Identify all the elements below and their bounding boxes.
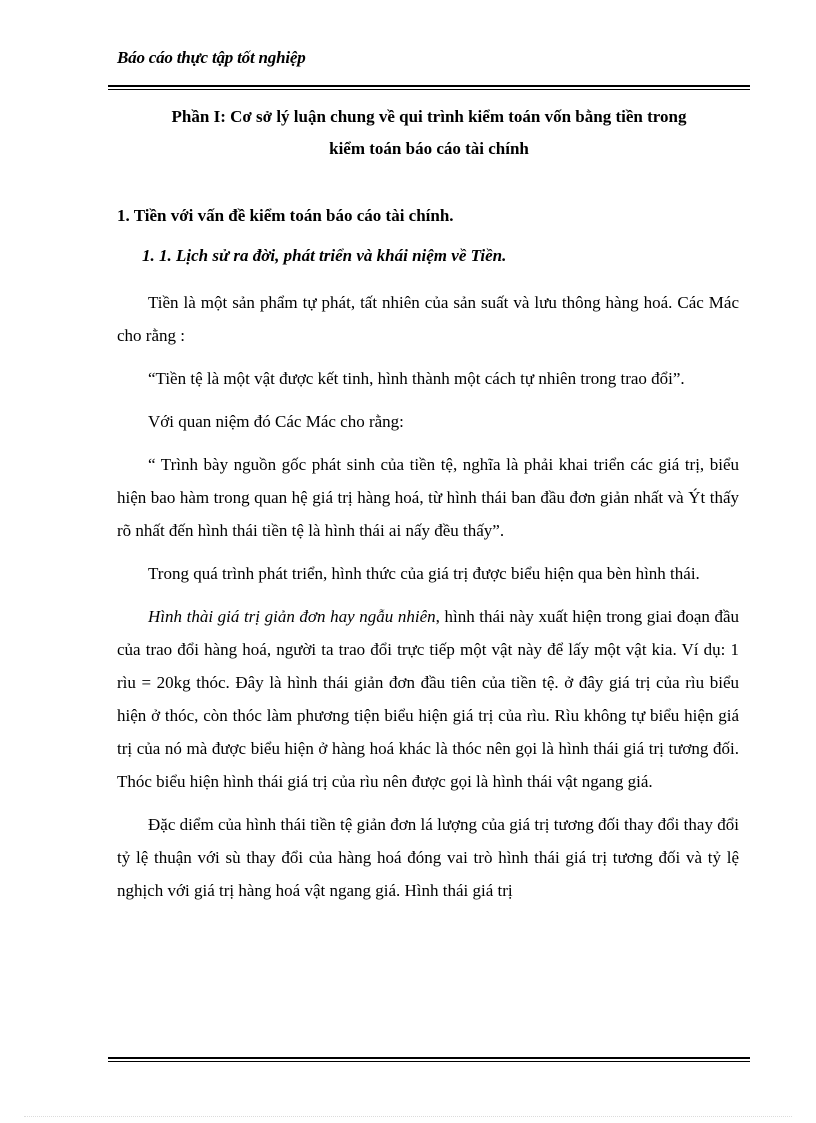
paragraph-4: “ Trình bày nguồn gốc phát sinh của tiền tệ, nghĩa là phải khai triển các giá trị, biểu hiện bao hàm trong quan hệ giá trị hàng hoá, từ hình thái ban đầu đơn giản nhất và Ýt thấy rõ nhất đến hình thái tiền tệ là hình thái ai nấy đều thấy”. bbox=[117, 455, 739, 540]
paragraph-2: “Tiền tệ là một vật được kết tinh, hình thành một cách tự nhiên trong trao đổi”. bbox=[148, 369, 685, 388]
running-header: Báo cáo thực tập tốt nghiệp bbox=[117, 48, 306, 67]
section-heading: 1. Tiền với vấn đề kiểm toán báo cáo tài chính. bbox=[117, 206, 454, 225]
paragraph-3: Với quan niệm đó Các Mác cho rằng: bbox=[148, 412, 404, 431]
footer-divider bbox=[108, 1057, 750, 1062]
paragraph-6 bbox=[117, 600, 739, 798]
paragraph-6-italic-term: Hình thài giá trị giản đơn hay ngẫu nhiên bbox=[148, 607, 436, 626]
paragraph-1: Tiền là một sản phẩm tự phát, tất nhiên của sản suất và lưu thông hàng hoá. Các Mác cho rằng : bbox=[117, 293, 739, 345]
paragraph-5: Trong quá trình phát triển, hình thức của giá trị được biểu hiện qua bèn hình thái. bbox=[148, 564, 700, 583]
body-text bbox=[117, 286, 739, 917]
subsection-heading: 1. 1. Lịch sử ra đời, phát triển và khái niệm về Tiền. bbox=[142, 246, 507, 265]
page-bottom-dotted-line bbox=[24, 1116, 792, 1117]
paragraph-6-text: , hình thái này xuất hiện trong giai đoạn đầu của trao đổi hàng hoá, người ta trao đổi trực tiếp một vật này để lấy một vật kia. Ví dụ: 1 rìu = 20kg thóc. Đây là hình thái giản đơn đầu tiên của tiền tệ. ở đây giá trị của rìu biểu hiện ở thóc, còn thóc làm phương tiện biểu hiện giá trị của rìu. Rìu không tự biểu hiện giá trị của nó mà được biểu hiện ở hàng hoá khác là thóc nên gọi là hình thái giá trị tương đối. Thóc biểu hiện hình thái giá trị của rìu nên được gọi là hình thái vật ngang giá. bbox=[117, 607, 740, 791]
part-title-line-1: Phần I: Cơ sở lý luận chung về qui trình kiểm toán vốn bằng tiền trong bbox=[171, 107, 687, 126]
part-title-line-2: kiểm toán báo cáo tài chính bbox=[329, 139, 529, 158]
part-title bbox=[108, 101, 750, 165]
paragraph-7: Đặc diểm của hình thái tiền tệ giản đơn lá lượng của giá trị tương đối thay đổi thay đổi tỷ lệ thuận với sù thay đổi của hàng hoá đóng vai trò hình thái giá trị tương đối và tỷ lệ nghịch với giá trị hàng hoá vật ngang giá. Hình thái giá trị bbox=[117, 815, 739, 900]
header-divider bbox=[108, 85, 750, 90]
